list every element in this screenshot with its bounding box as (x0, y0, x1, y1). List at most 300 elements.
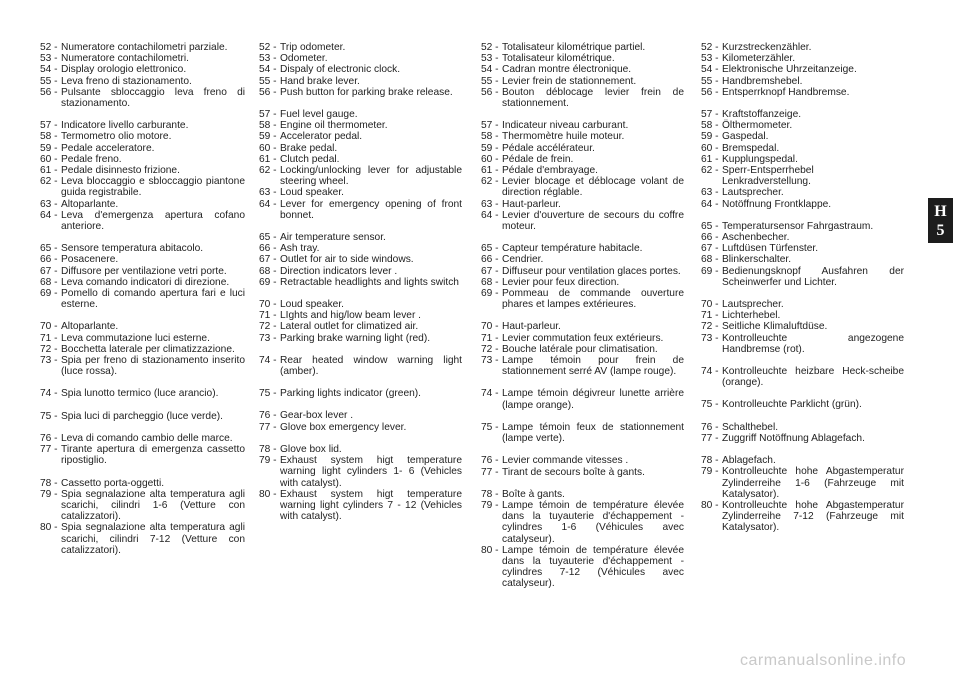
item-text: Exhaust system higt temperature warning light cylinders 7 - 12 (Vehicles with catalyst). (280, 488, 462, 523)
item-text: Seitliche Klimaluftdüse. (722, 321, 828, 333)
list-item (259, 410, 462, 421)
item-number: 52 - (701, 42, 719, 53)
item-number: 67 - (701, 243, 719, 255)
list-item (40, 288, 245, 310)
spacer (259, 344, 462, 355)
list-item (40, 120, 245, 131)
list-item (701, 366, 904, 388)
item-number: 77 - (701, 432, 719, 444)
item-text: Pedale disinnesto frizione. (61, 165, 180, 177)
item-number: 57 - (701, 109, 719, 121)
item-text: Levier commutation feux extérieurs. (502, 332, 664, 344)
list-item (40, 64, 245, 75)
list-item (701, 64, 904, 75)
item-text: Leva commutazione luci esterne. (61, 332, 210, 344)
item-text: Glove box emergency lever. (280, 421, 407, 433)
list-item (259, 321, 462, 332)
item-text: Push button for parking brake release. (280, 86, 453, 98)
item-text: Capteur température habitacle. (502, 243, 643, 255)
list-item (40, 444, 245, 466)
list-item (40, 42, 245, 53)
item-number: 79 - (481, 499, 499, 511)
item-number: 61 - (40, 165, 58, 177)
item-text: Kontrolleuchte hohe Abgastemperatur Zylinderreihe 7-12 (Fahrzeuge mit Katalysator). (722, 499, 904, 534)
item-text: Trip odometer. (280, 42, 346, 53)
spacer (259, 433, 462, 444)
item-text: Locking/unlocking lever for adjustable steering wheel. (280, 165, 462, 188)
item-number: 69 - (259, 276, 277, 288)
list-item (481, 210, 684, 232)
item-text: Numeratore contachilometri. (61, 53, 189, 65)
item-text: Lampe témoin pour frein de stationnement serré AV (lampe rouge). (502, 355, 684, 378)
list-item (259, 42, 462, 53)
column-german (701, 42, 904, 534)
list-item (701, 154, 904, 165)
item-text: Leva d'emergenza apertura cofano anteriore. (61, 209, 245, 233)
item-text: Kurzstreckenzähler. (722, 42, 812, 53)
item-text: Sensore temperatura abitacolo. (61, 243, 204, 255)
item-number: 80 - (259, 488, 277, 500)
list-item (481, 344, 684, 355)
item-text: Cassetto porta-oggetti. (61, 477, 165, 489)
list-item (259, 143, 462, 154)
item-number: 72 - (259, 321, 277, 333)
list-item (40, 277, 245, 288)
item-number: 80 - (481, 544, 499, 556)
list-item (701, 433, 904, 444)
item-text: Totalisateur kilométrique partiel. (502, 42, 646, 53)
item-text: Exhaust system higt temperature warning light cylinders 1- 6 (Vehicles with catalyst). (280, 455, 462, 489)
item-number: 52 - (481, 42, 499, 53)
item-number: 64 - (40, 209, 58, 221)
item-text: Fuel level gauge. (280, 109, 358, 121)
watermark: carmanualsonline.info (740, 652, 907, 669)
list-item (481, 277, 684, 288)
item-text: Luftdüsen Türfenster. (722, 243, 819, 255)
item-number: 62 - (40, 176, 58, 188)
item-text: Lautsprecher. (722, 187, 784, 199)
item-number: 61 - (481, 165, 499, 177)
column-italian (40, 42, 245, 556)
item-text: Kontrolleuchte angezogene Handbremse (rot). (722, 332, 904, 355)
item-number: 64 - (701, 198, 719, 210)
item-text: Leva bloccaggio e sbloccaggio piantone guida registrabile. (61, 176, 245, 199)
list-item (259, 87, 462, 98)
list-item (40, 154, 245, 165)
item-number: 79 - (259, 455, 277, 467)
item-number: 53 - (259, 53, 277, 65)
list-item (701, 455, 904, 466)
item-text: Kontrolleuchte heizbare Heck-scheibe (orange). (722, 366, 904, 389)
item-number: 60 - (701, 142, 719, 154)
item-text: Indicateur niveau carburant. (502, 120, 629, 132)
list-item (40, 522, 245, 556)
list-item (40, 355, 245, 377)
item-number: 73 - (40, 355, 58, 367)
spacer (40, 422, 245, 433)
item-text: Lateral outlet for climatized air. (280, 321, 419, 333)
item-text: Diffuseur pour ventilation glaces portes. (502, 265, 681, 277)
spacer (40, 377, 245, 388)
item-text: Leva freno di stazionamento. (61, 75, 192, 87)
item-number: 76 - (40, 432, 58, 444)
list-item (481, 131, 684, 142)
item-number: 66 - (40, 254, 58, 266)
item-number: 71 - (481, 332, 499, 344)
item-number: 74 - (40, 388, 58, 400)
spacer (481, 478, 684, 489)
item-text: Parking lights indicator (green). (280, 388, 421, 400)
list-item (701, 42, 904, 53)
item-text: Pédale de frein. (502, 153, 574, 165)
item-number: 65 - (40, 243, 58, 255)
list-item (40, 53, 245, 64)
item-text: Termometro olio motore. (61, 131, 172, 143)
item-text: Ash tray. (280, 243, 320, 255)
list-item (40, 210, 245, 232)
spacer (40, 109, 245, 120)
item-text: Altoparlante. (61, 321, 119, 333)
item-number: 65 - (701, 220, 719, 232)
list-item (481, 76, 684, 87)
item-text: Bremspedal. (722, 142, 780, 154)
item-number: 54 - (259, 64, 277, 76)
spacer (481, 310, 684, 321)
item-number: 63 - (259, 187, 277, 199)
item-number: 62 - (259, 165, 277, 177)
item-text: Display orologio elettronico. (61, 64, 187, 76)
list-item (481, 254, 684, 265)
item-number: 76 - (701, 421, 719, 433)
item-number: 63 - (40, 198, 58, 210)
item-number: 69 - (40, 288, 58, 300)
item-text: Lampe témoin de température élevée dans la tuyauterie d'échappement - cylindres 7-12 (Véhicules avec catalyseur). (502, 544, 684, 590)
item-text: Levier blocage et déblocage volant de direction réglable. (502, 176, 684, 199)
item-number: 78 - (259, 443, 277, 455)
list-item (701, 422, 904, 433)
item-number: 69 - (481, 288, 499, 300)
spacer (701, 444, 904, 455)
item-text: Kupplungspedal. (722, 153, 798, 165)
item-text: Kontrolleuchte Parklicht (grün). (722, 399, 862, 411)
item-text: Posacenere. (61, 254, 119, 266)
list-item (40, 344, 245, 355)
item-number: 63 - (481, 198, 499, 210)
item-text: Lampe témoin dégivreur lunette arrière (lampe orange). (502, 388, 684, 411)
spacer (481, 109, 684, 120)
list-item (481, 422, 684, 444)
item-number: 76 - (259, 410, 277, 422)
item-text: Schalthebel. (722, 421, 779, 433)
item-text: Numeratore contachilometri parziale. (61, 42, 228, 53)
item-number: 59 - (701, 131, 719, 143)
list-item (259, 333, 462, 344)
item-text: Clutch pedal. (280, 153, 340, 165)
list-item (40, 254, 245, 265)
list-item (701, 232, 904, 243)
item-text: Dispaly of electronic clock. (280, 64, 401, 76)
section-tab (928, 198, 953, 243)
item-number: 62 - (701, 165, 719, 177)
item-text: Bocchetta laterale per climatizzazione. (61, 343, 235, 355)
item-number: 75 - (259, 388, 277, 400)
item-text: Spia luci di parcheggio (luce verde). (61, 410, 223, 422)
item-text: LIghts and hig/low beam lever . (280, 310, 422, 322)
item-number: 60 - (481, 153, 499, 165)
item-number: 57 - (259, 109, 277, 121)
list-item (40, 131, 245, 142)
item-text: Notöffnung Frontklappe. (722, 198, 832, 210)
item-number: 78 - (701, 455, 719, 467)
list-item (259, 422, 462, 433)
list-item (701, 143, 904, 154)
list-item (40, 243, 245, 254)
list-item (701, 221, 904, 232)
item-number: 60 - (40, 153, 58, 165)
list-item (40, 76, 245, 87)
item-number: 67 - (259, 254, 277, 266)
item-text: Handbremshebel. (722, 75, 803, 87)
item-number: 76 - (481, 455, 499, 467)
item-number: 70 - (701, 299, 719, 311)
item-number: 77 - (259, 421, 277, 433)
spacer (40, 232, 245, 243)
item-number: 59 - (40, 142, 58, 154)
item-number: 67 - (40, 265, 58, 277)
item-number: 77 - (481, 466, 499, 478)
list-item (481, 64, 684, 75)
item-number: 68 - (481, 276, 499, 288)
item-text: Levier frein de stationnement. (502, 75, 637, 87)
item-text: Ölthermometer. (722, 120, 793, 132)
list-item (701, 165, 904, 187)
item-number: 68 - (259, 265, 277, 277)
spacer (40, 400, 245, 411)
item-text: Pulsante sbloccaggio leva freno di stazionamento. (61, 86, 245, 110)
item-number: 70 - (481, 321, 499, 333)
list-item (259, 266, 462, 277)
item-number: 54 - (701, 64, 719, 76)
item-number: 75 - (701, 399, 719, 411)
item-number: 66 - (259, 243, 277, 255)
spacer (259, 98, 462, 109)
item-text: Loud speaker. (280, 187, 345, 199)
item-number: 72 - (481, 343, 499, 355)
item-text: Diffusore per ventilazione vetri porte. (61, 265, 227, 277)
item-text: Lichterhebel. (722, 310, 781, 322)
item-number: 80 - (40, 522, 58, 534)
spacer (40, 310, 245, 321)
list-item (40, 199, 245, 210)
list-item (40, 266, 245, 277)
item-number: 70 - (259, 299, 277, 311)
item-text: Retractable headlights and lights switch (280, 276, 459, 288)
item-number: 78 - (481, 488, 499, 500)
list-item (481, 199, 684, 210)
item-text: Pédale d'embrayage. (502, 165, 598, 177)
item-number: 55 - (481, 75, 499, 87)
item-text: Lampe témoin feux de stationnement (lampe verte). (502, 421, 684, 445)
list-item (701, 199, 904, 210)
list-item (40, 478, 245, 489)
item-number: 79 - (40, 488, 58, 500)
item-text: Blinkerschalter. (722, 254, 792, 266)
item-text: Pomello di comando apertura fari e luci esterne. (61, 288, 245, 311)
list-item (701, 187, 904, 198)
list-item (259, 154, 462, 165)
list-item (40, 433, 245, 444)
list-item (481, 165, 684, 176)
list-item (40, 411, 245, 422)
list-item (40, 165, 245, 176)
item-number: 68 - (701, 254, 719, 266)
list-item (259, 310, 462, 321)
spacer (259, 377, 462, 388)
item-number: 77 - (40, 444, 58, 456)
item-number: 74 - (259, 354, 277, 366)
list-item (481, 455, 684, 466)
list-item (701, 87, 904, 98)
item-text: Pédale accélérateur. (502, 142, 595, 154)
list-item (40, 143, 245, 154)
item-text: Lautsprecher. (722, 299, 784, 311)
list-item (701, 109, 904, 120)
item-text: Ablagefach. (722, 455, 776, 467)
list-item (481, 545, 684, 590)
list-item (40, 388, 245, 399)
item-number: 64 - (481, 209, 499, 221)
item-number: 65 - (481, 243, 499, 255)
list-item (259, 165, 462, 187)
spacer (701, 210, 904, 221)
item-number: 54 - (481, 64, 499, 76)
item-text: Kontrolleuchte hohe Abgastemperatur Zylinderreihe 1-6 (Fahrzeuge mit Katalysator). (722, 466, 904, 500)
item-number: 73 - (701, 332, 719, 344)
item-text: Spia segnalazione alta temperatura agli scarichi, cilindri 7-12 (Vetture con catalizzatori). (61, 522, 245, 556)
item-number: 57 - (481, 120, 499, 132)
item-number: 55 - (259, 75, 277, 87)
list-item (701, 243, 904, 254)
list-item (701, 299, 904, 310)
item-number: 58 - (701, 120, 719, 132)
list-item (481, 53, 684, 64)
item-number: 56 - (481, 86, 499, 98)
item-number: 59 - (259, 131, 277, 143)
item-text: Bouton déblocage levier frein de stationnement. (502, 86, 684, 110)
item-number: 52 - (259, 42, 277, 53)
item-number: 64 - (259, 198, 277, 210)
list-item (481, 266, 684, 277)
column-english (259, 42, 462, 522)
item-text: Totalisateur kilométrique. (502, 53, 615, 65)
item-text: Tirante apertura di emergenza cassetto ripostiglio. (61, 444, 245, 467)
item-number: 73 - (259, 332, 277, 344)
item-number: 72 - (701, 321, 719, 333)
item-text: Haut-parleur. (502, 321, 561, 333)
list-item (259, 131, 462, 142)
item-number: 71 - (259, 310, 277, 322)
item-text: Boîte à gants. (502, 488, 565, 500)
item-number: 66 - (481, 254, 499, 266)
list-item (481, 120, 684, 131)
item-number: 52 - (40, 42, 58, 53)
spacer (481, 444, 684, 455)
item-text: Spia per freno di stazionamento inserito (luce rossa). (61, 355, 245, 378)
item-text: Kraftstoffanzeige. (722, 109, 802, 121)
item-number: 56 - (701, 86, 719, 98)
item-text: Cendrier. (502, 254, 544, 266)
spacer (40, 467, 245, 478)
item-text: Tirant de secours boîte à gants. (502, 466, 645, 478)
list-item (481, 243, 684, 254)
item-text: Direction indicators lever . (280, 265, 398, 277)
item-number: 65 - (259, 232, 277, 244)
item-text: Lever for emergency opening of front bonnet. (280, 198, 462, 221)
item-text: Elektronische Uhrzeitanzeige. (722, 64, 857, 76)
list-item (259, 109, 462, 120)
list-item (259, 232, 462, 243)
item-text: Leva di comando cambio delle marce. (61, 432, 233, 444)
list-item (40, 176, 245, 198)
list-item (701, 500, 904, 534)
item-text: Air temperature sensor. (280, 232, 386, 244)
list-item (259, 299, 462, 310)
item-number: 71 - (40, 332, 58, 344)
item-text: Levier d'ouverture de secours du coffre moteur. (502, 209, 684, 233)
item-text: Parking brake warning light (red). (280, 332, 431, 344)
item-text: Rear heated window warning light (amber). (280, 354, 462, 378)
list-item (40, 489, 245, 523)
item-number: 70 - (40, 321, 58, 333)
list-item (481, 288, 684, 310)
spacer (259, 399, 462, 410)
item-text: Levier commande vitesses . (502, 455, 629, 467)
item-text: Glove box lid. (280, 443, 342, 455)
item-text: Leva comando indicatori di direzione. (61, 276, 230, 288)
item-text: Lampe témoin de température élevée dans la tuyauterie d'échappement - cylindres 1-6 (Véhicules avec catalyseur). (502, 499, 684, 545)
list-item (259, 64, 462, 75)
list-item (40, 333, 245, 344)
list-item (259, 199, 462, 221)
item-number: 61 - (701, 153, 719, 165)
item-number: 79 - (701, 466, 719, 478)
item-text: Sperr-Entsperrhebel Lenkradverstellung. (722, 165, 814, 188)
spacer (481, 377, 684, 388)
spacer (481, 411, 684, 422)
list-item (481, 154, 684, 165)
item-number: 62 - (481, 176, 499, 188)
item-text: Spia segnalazione alta temperatura agli scarichi, cilindri 1-6 (Vetture con catalizzatori). (61, 488, 245, 523)
list-item (701, 310, 904, 321)
list-item (481, 500, 684, 545)
item-number: 73 - (481, 355, 499, 367)
item-text: Pedale acceleratore. (61, 142, 155, 154)
item-number: 69 - (701, 265, 719, 277)
list-item (481, 467, 684, 478)
list-item (481, 489, 684, 500)
item-text: Gear-box lever . (280, 410, 354, 422)
item-text: Bedienungsknopf Ausfahren der Scheinwerfer und Lichter. (722, 265, 904, 288)
item-number: 75 - (481, 421, 499, 433)
item-text: Hand brake lever. (280, 75, 360, 87)
item-number: 53 - (701, 53, 719, 65)
list-item (481, 333, 684, 344)
item-text: Aschenbecher. (722, 232, 790, 244)
item-text: Bouche latérale pour climatisation. (502, 343, 658, 355)
list-item (481, 143, 684, 154)
spacer (701, 388, 904, 399)
item-number: 68 - (40, 276, 58, 288)
